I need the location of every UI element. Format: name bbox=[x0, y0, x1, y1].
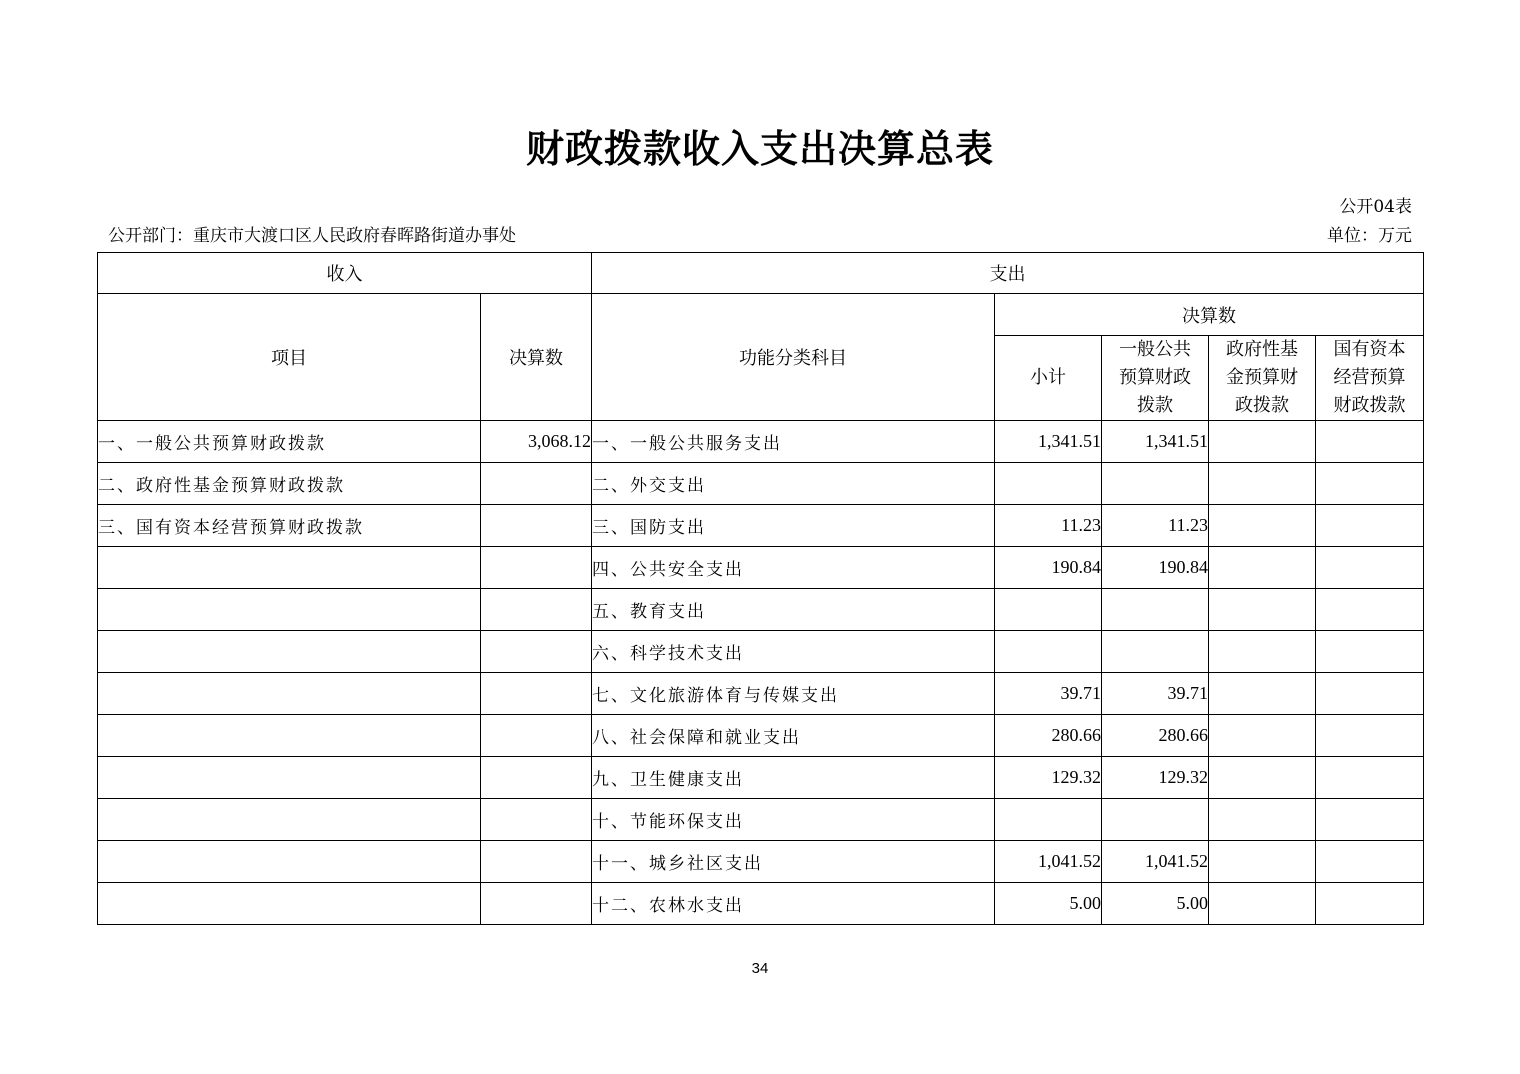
general-budget-cell: 11.23 bbox=[1102, 505, 1209, 547]
expense-header: 支出 bbox=[592, 253, 1424, 294]
gov-fund-cell bbox=[1209, 631, 1316, 673]
state-capital-cell bbox=[1316, 883, 1424, 925]
general-budget-cell bbox=[1102, 799, 1209, 841]
income-item-cell bbox=[98, 547, 481, 589]
gov-fund-cell bbox=[1209, 799, 1316, 841]
state-capital-cell bbox=[1316, 421, 1424, 463]
subtotal-header: 小计 bbox=[995, 336, 1102, 421]
subtotal-cell bbox=[995, 463, 1102, 505]
income-amount-cell bbox=[481, 841, 592, 883]
subtotal-cell: 1,341.51 bbox=[995, 421, 1102, 463]
table-row bbox=[98, 631, 1424, 673]
budget-table bbox=[97, 252, 1424, 925]
table-row bbox=[98, 841, 1424, 883]
table-row bbox=[98, 883, 1424, 925]
general-budget-cell: 190.84 bbox=[1102, 547, 1209, 589]
subtotal-cell: 129.32 bbox=[995, 757, 1102, 799]
income-amount-cell bbox=[481, 799, 592, 841]
state-capital-cell bbox=[1316, 505, 1424, 547]
income-item-cell: 一、一般公共预算财政拨款 bbox=[98, 421, 481, 463]
expense-item-cell: 一、一般公共服务支出 bbox=[592, 421, 995, 463]
general-budget-cell: 280.66 bbox=[1102, 715, 1209, 757]
expense-amount-header: 决算数 bbox=[995, 294, 1424, 336]
expense-item-cell: 十一、城乡社区支出 bbox=[592, 841, 995, 883]
state-capital-cell bbox=[1316, 631, 1424, 673]
gov-fund-cell bbox=[1209, 589, 1316, 631]
table-row bbox=[98, 757, 1424, 799]
state-capital-cell bbox=[1316, 589, 1424, 631]
table-row bbox=[98, 463, 1424, 505]
income-item-cell bbox=[98, 757, 481, 799]
subtotal-cell: 1,041.52 bbox=[995, 841, 1102, 883]
item-header: 项目 bbox=[98, 294, 481, 421]
general-budget-cell: 39.71 bbox=[1102, 673, 1209, 715]
state-capital-header: 国有资本经营预算财政拨款 bbox=[1316, 336, 1424, 421]
general-budget-cell: 5.00 bbox=[1102, 883, 1209, 925]
income-amount-cell: 3,068.12 bbox=[481, 421, 592, 463]
subtotal-cell bbox=[995, 589, 1102, 631]
gov-fund-cell bbox=[1209, 547, 1316, 589]
gov-fund-cell bbox=[1209, 421, 1316, 463]
gov-fund-cell bbox=[1209, 673, 1316, 715]
income-amount-cell bbox=[481, 463, 592, 505]
expense-item-cell: 七、文化旅游体育与传媒支出 bbox=[592, 673, 995, 715]
gov-fund-cell bbox=[1209, 883, 1316, 925]
income-item-cell bbox=[98, 673, 481, 715]
unit-label: 单位：万元 bbox=[1327, 226, 1412, 246]
table-row bbox=[98, 799, 1424, 841]
expense-item-cell: 十、节能环保支出 bbox=[592, 799, 995, 841]
income-item-cell: 二、政府性基金预算财政拨款 bbox=[98, 463, 481, 505]
expense-item-cell: 四、公共安全支出 bbox=[592, 547, 995, 589]
subtotal-cell bbox=[995, 631, 1102, 673]
table-row bbox=[98, 589, 1424, 631]
page-number: 34 bbox=[751, 960, 769, 977]
income-amount-cell bbox=[481, 673, 592, 715]
general-budget-header: 一般公共预算财政拨款 bbox=[1102, 336, 1209, 421]
page-title: 财政拨款收入支出决算总表 bbox=[525, 127, 994, 171]
state-capital-cell bbox=[1316, 841, 1424, 883]
expense-item-cell: 五、教育支出 bbox=[592, 589, 995, 631]
state-capital-cell bbox=[1316, 799, 1424, 841]
general-budget-cell bbox=[1102, 463, 1209, 505]
income-header: 收入 bbox=[98, 253, 592, 294]
table-row bbox=[98, 673, 1424, 715]
table-row bbox=[98, 547, 1424, 589]
income-item-cell: 三、国有资本经营预算财政拨款 bbox=[98, 505, 481, 547]
income-amount-cell bbox=[481, 757, 592, 799]
table-row bbox=[98, 421, 1424, 463]
income-item-cell bbox=[98, 631, 481, 673]
subtotal-cell: 5.00 bbox=[995, 883, 1102, 925]
gov-fund-cell bbox=[1209, 505, 1316, 547]
gov-fund-cell bbox=[1209, 757, 1316, 799]
general-budget-cell: 1,041.52 bbox=[1102, 841, 1209, 883]
state-capital-cell bbox=[1316, 673, 1424, 715]
gov-fund-header: 政府性基金预算财政拨款 bbox=[1209, 336, 1316, 421]
department-label: 公开部门：重庆市大渡口区人民政府春晖路街道办事处 bbox=[108, 226, 516, 246]
state-capital-cell bbox=[1316, 547, 1424, 589]
expense-item-cell: 二、外交支出 bbox=[592, 463, 995, 505]
gov-fund-cell bbox=[1209, 463, 1316, 505]
expense-item-cell: 三、国防支出 bbox=[592, 505, 995, 547]
income-amount-cell bbox=[481, 631, 592, 673]
income-item-cell bbox=[98, 799, 481, 841]
income-amount-cell bbox=[481, 589, 592, 631]
general-budget-cell bbox=[1102, 589, 1209, 631]
subtotal-cell: 39.71 bbox=[995, 673, 1102, 715]
general-budget-cell: 1,341.51 bbox=[1102, 421, 1209, 463]
function-subject-header: 功能分类科目 bbox=[592, 294, 995, 421]
table-number: 公开04表 bbox=[1339, 197, 1412, 217]
income-amount-cell bbox=[481, 715, 592, 757]
income-item-cell bbox=[98, 589, 481, 631]
expense-item-cell: 八、社会保障和就业支出 bbox=[592, 715, 995, 757]
expense-item-cell: 九、卫生健康支出 bbox=[592, 757, 995, 799]
table-row bbox=[98, 505, 1424, 547]
subtotal-cell: 11.23 bbox=[995, 505, 1102, 547]
income-amount-cell bbox=[481, 505, 592, 547]
subtotal-cell: 190.84 bbox=[995, 547, 1102, 589]
income-item-cell bbox=[98, 883, 481, 925]
expense-item-cell: 十二、农林水支出 bbox=[592, 883, 995, 925]
gov-fund-cell bbox=[1209, 841, 1316, 883]
state-capital-cell bbox=[1316, 463, 1424, 505]
general-budget-cell: 129.32 bbox=[1102, 757, 1209, 799]
income-item-cell bbox=[98, 841, 481, 883]
income-item-cell bbox=[98, 715, 481, 757]
subtotal-cell: 280.66 bbox=[995, 715, 1102, 757]
income-amount-cell bbox=[481, 883, 592, 925]
state-capital-cell bbox=[1316, 715, 1424, 757]
general-budget-cell bbox=[1102, 631, 1209, 673]
table-row bbox=[98, 715, 1424, 757]
subtotal-cell bbox=[995, 799, 1102, 841]
expense-item-cell: 六、科学技术支出 bbox=[592, 631, 995, 673]
state-capital-cell bbox=[1316, 757, 1424, 799]
income-amount-header: 决算数 bbox=[481, 294, 592, 421]
income-amount-cell bbox=[481, 547, 592, 589]
gov-fund-cell bbox=[1209, 715, 1316, 757]
